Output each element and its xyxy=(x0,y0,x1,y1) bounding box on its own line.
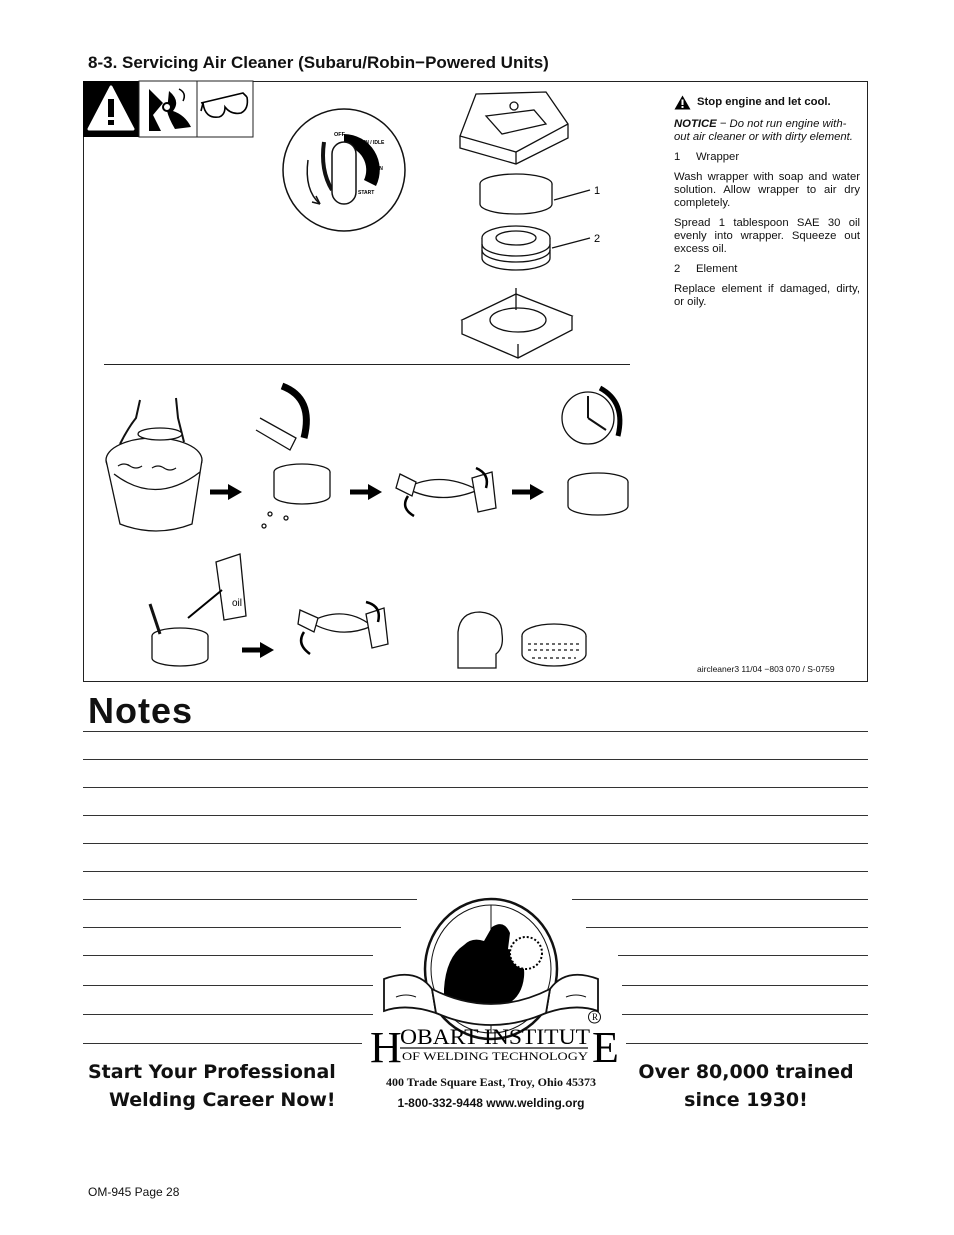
notes-line xyxy=(83,787,868,788)
notes-line xyxy=(83,955,373,956)
air-cleaner-base xyxy=(462,288,572,358)
ignition-start-label: START xyxy=(358,190,375,196)
notice-paragraph xyxy=(674,118,860,144)
hobart-phone-website: 1-800-332-9448 www.welding.org xyxy=(397,1096,585,1110)
arrow-1-head xyxy=(228,484,242,500)
notes-line xyxy=(83,985,373,986)
notes-line xyxy=(618,955,868,956)
callout-line-2 xyxy=(552,238,590,248)
notes-heading: Notes xyxy=(88,690,194,731)
squeeze-excess-oil-step xyxy=(298,602,388,654)
instruction-text xyxy=(674,95,860,316)
logo-subtitle: OF WELDING TECHNOLOGY xyxy=(402,1049,589,1063)
left-ad-line-1: Start Your Professional xyxy=(88,1061,336,1083)
notice-text: − Do not run engine with-out air cleaner or with dirty element. xyxy=(674,118,853,143)
element-filter xyxy=(482,226,550,270)
notes-line xyxy=(83,815,868,816)
item-1-heading: 1 Wrapper xyxy=(674,151,740,163)
cleaning-steps-illustration xyxy=(100,378,640,678)
left-ad-line-2: Welding Career Now! xyxy=(109,1089,336,1111)
stop-engine-text: Stop engine and let cool. xyxy=(697,96,831,108)
item-2-heading: 2 Element xyxy=(674,263,738,275)
arrow-4-head xyxy=(260,642,274,658)
callout-line-1 xyxy=(554,190,590,200)
air-cleaner-cover xyxy=(460,92,568,164)
notes-line xyxy=(626,1043,868,1044)
ignition-run-idle-label: RUN / IDLE xyxy=(358,140,385,146)
logo-letter-h: H xyxy=(370,1023,402,1072)
callout-1: 1 xyxy=(594,185,601,197)
inspect-element-step xyxy=(458,612,586,668)
notes-line xyxy=(83,731,868,732)
registered-mark: R xyxy=(592,1012,599,1022)
page-footer: OM-945 Page 28 xyxy=(88,1185,180,1199)
notes-line xyxy=(572,899,868,900)
hobart-institute-wordmark xyxy=(370,1012,619,1072)
logo-letter-e: E xyxy=(592,1023,619,1072)
ignition-run-label: RUN xyxy=(372,166,383,172)
warning-icons xyxy=(83,81,253,137)
notes-line xyxy=(622,985,868,986)
notes-line xyxy=(83,899,417,900)
oil-wrapper-step xyxy=(150,554,246,666)
air-cleaner-exploded-view xyxy=(456,88,616,360)
notes-line xyxy=(83,843,868,844)
notes-line xyxy=(83,759,868,760)
right-ad-text xyxy=(633,1058,859,1114)
notes-line xyxy=(83,1043,362,1044)
section-title: 8-3. Servicing Air Cleaner (Subaru/Robin−Powered Units) xyxy=(88,53,549,72)
dry-wrapper xyxy=(568,473,628,515)
callout-2: 2 xyxy=(594,233,601,245)
arrow-2-head xyxy=(368,484,382,500)
notice-label: NOTICE xyxy=(674,118,717,130)
notes-line xyxy=(622,1014,868,1015)
figure-divider xyxy=(104,364,630,365)
oil-instruction: Spread 1 tablespoon SAE 30 oil evenly into wrapper. Squeeze out excess oil. xyxy=(674,217,860,255)
bucket-wash-step xyxy=(106,398,202,531)
wash-instruction: Wash wrapper with soap and water solution. Allow wrapper to air dry completely. xyxy=(674,171,860,209)
left-ad-text xyxy=(88,1058,338,1114)
logo-name: OBART INSTITUT xyxy=(400,1024,591,1049)
clock-icon xyxy=(562,388,620,444)
warning-triangle-icon xyxy=(674,95,691,110)
right-ad-line-2: since 1930! xyxy=(684,1089,808,1111)
arrow-3-head xyxy=(530,484,544,500)
oil-label: oil xyxy=(232,598,243,609)
ignition-switch-diagram xyxy=(280,106,408,234)
notes-line xyxy=(83,1014,373,1015)
notes-line xyxy=(83,927,401,928)
notes-line xyxy=(586,927,868,928)
right-ad-line-1: Over 80,000 trained xyxy=(638,1061,854,1083)
ignition-off-label: OFF xyxy=(334,132,345,138)
stop-engine-row xyxy=(674,95,860,110)
wrapper-ring xyxy=(480,174,552,214)
replace-instruction: Replace element if damaged, dirty, or oily. xyxy=(674,283,860,308)
squeeze-wrapper-step xyxy=(396,468,496,516)
figure-reference: aircleaner3 11/04 −803 070 / S-0759 xyxy=(697,664,835,674)
hobart-address: 400 Trade Square East, Troy, Ohio 45373 xyxy=(385,1075,597,1089)
rinse-wrapper-step xyxy=(256,386,330,528)
